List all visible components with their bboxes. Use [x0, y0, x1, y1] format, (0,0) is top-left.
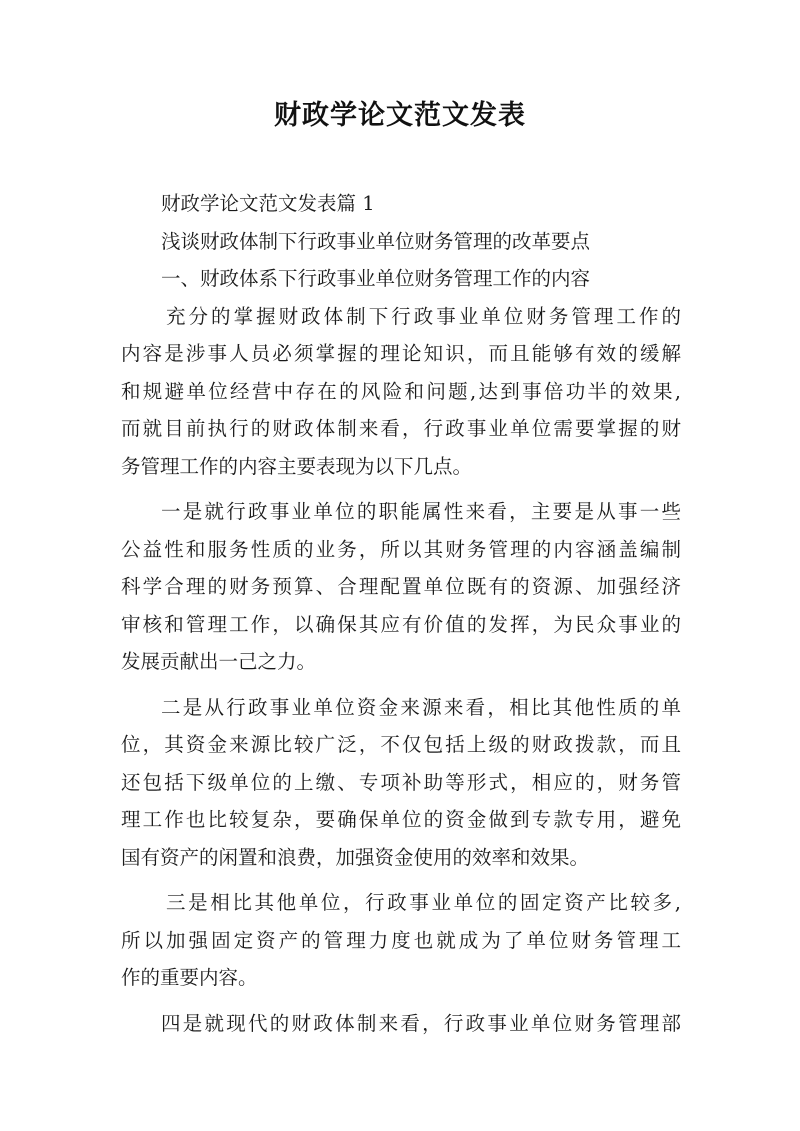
paragraph-line: 发展贡献出一己之力。 — [121, 650, 317, 673]
paragraph-line: 而就目前执行的财政体制来看，行政事业单位需要掌握的财 — [121, 417, 681, 440]
paragraph-line: 一是就行政事业单位的职能属性来看，主要是从事一些 — [161, 500, 681, 523]
article-title: 浅谈财政体制下行政事业单位财务管理的改革要点 — [161, 229, 591, 253]
section-heading: 财政学论文范文发表篇 1 — [161, 192, 375, 215]
paragraph-line: 内容是涉事人员必须掌握的理论知识，而且能够有效的缓解 — [121, 342, 681, 365]
document-title: 财政学论文范文发表 — [274, 100, 526, 131]
paragraph-line: 务管理工作的内容主要表现为以下几点。 — [121, 454, 473, 478]
paragraph-line: 作的重要内容。 — [121, 966, 258, 989]
paragraph-line: 科学合理的财务预算、合理配置单位既有的资源、加强经济 — [121, 575, 681, 598]
paragraph-line: 位，其资金来源比较广泛，不仅包括上级的财政拨款，而且 — [121, 733, 681, 756]
paragraph-line: 充分的掌握财政体制下行政事业单位财务管理工作的 — [166, 304, 681, 328]
paragraph-line: 公益性和服务性质的业务，所以其财务管理的内容涵盖编制 — [121, 537, 681, 561]
paragraph-line: 审核和管理工作，以确保其应有价值的发挥，为民众事业的 — [121, 612, 681, 636]
paragraph-line: 四是就现代的财政体制来看，行政事业单位财务管理部 — [161, 1011, 681, 1035]
paragraph-line: 和规避单位经营中存在的风险和问题,达到事倍功半的效果, — [121, 379, 681, 403]
document-body — [121, 185, 681, 1042]
subsection-heading: 一、财政体系下行政事业单位财务管理工作的内容 — [161, 267, 591, 290]
paragraph-line: 国有资产的闲置和浪费，加强资金使用的效率和效果。 — [121, 845, 590, 869]
paragraph-line: 所以加强固定资产的管理力度也就成为了单位财务管理工 — [121, 928, 681, 952]
paragraph-line: 理工作也比较复杂，要确保单位的资金做到专款专用，避免 — [121, 808, 681, 831]
paragraph-line: 二是从行政事业单位资金来源来看，相比其他性质的单 — [161, 695, 681, 719]
paragraph-line: 三是相比其他单位，行政事业单位的固定资产比较多, — [166, 891, 681, 914]
paragraph-line: 还包括下级单位的上缴、专项补助等形式，相应的，财务管 — [121, 770, 681, 794]
